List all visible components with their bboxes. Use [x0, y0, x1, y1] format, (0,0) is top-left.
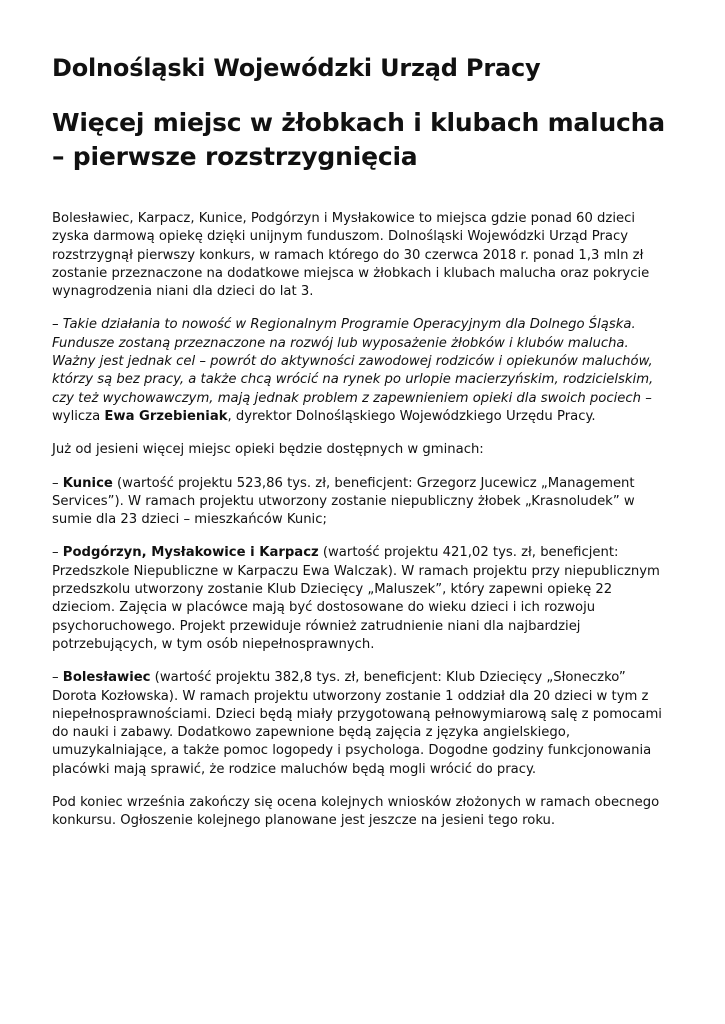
project-item	[52, 669, 674, 779]
intro-paragraph: Bolesławiec, Karpacz, Kunice, Podgórzyn i Mysłakowice to miejsca gdzie ponad 60 dzieci zyska darmową opiekę dzięki unijnym funduszom. Dolnośląski Wojewódzki Urząd Pracy rozstrzygnął pierwszy konkurs, w ramach którego do 30 czerwca 2018 r. ponad 1,3 mln zł zostanie przeznaczone na dodatkowe miejsca w żłobkach i klubach malucha oraz pokrycie wynagrodzenia niani dla dzieci do lat 3.	[52, 211, 650, 300]
site-title: Dolnośląski Wojewódzki Urząd Pracy	[52, 54, 541, 82]
quote-text: – Takie działania to nowość w Regionalnym Programie Operacyjnym dla Dolnego Śląska. Fundusze zostaną przeznaczone na rozwój lub wyposażenie żłobków i klubów malucha. Ważny jest jednak cel – powrót do aktywności zawodowej rodziców i opiekunów maluchów, którzy są bez pracy, a także chcą wrócić na rynek po urlopie macierzyńskim, rodzicielskim, czy też wychowawczym, mają jednak problem z zapewnieniem opieki dla swoich pociech	[52, 317, 654, 406]
project-description: (wartość projektu 382,8 tys. zł, beneficjent: Klub Dziecięcy „Słoneczko” Dorota Kozłowska). W ramach projektu utworzony zostanie 1 oddział dla 20 dzieci w tym z niepełnosprawnościami. Dzieci będą miały przygotowaną pełnowymiarową salę z pomocami do nauki i zabawy. Dodatkowo zapewnione będą zajęcia z języka angielskiego, umuzykalniające, a także pomoc logopedy i psychologa. Dogodne godziny funkcjonowania placówki mają sprawić, że rodzice maluchów będą mogli wrócić do pracy.	[52, 670, 662, 777]
project-description: (wartość projektu 421,02 tys. zł, beneficjent: Przedszkole Niepubliczne w Karpaczu Ewa Walczak). W ramach projektu przy niepublicznym przedszkolu utworzony zostanie Klub Dziecięcy „Maluszek”, który zapewni opiekę 22 dzieciom. Zajęcia w placówce mają być dostosowane do wieku dzieci i ich rozwoju psychoruchowego. Projekt przewiduje również zatrudnienie niani dla najbardziej potrzebujących, w tym osób niepełnosprawnych.	[52, 545, 660, 652]
project-dash: –	[52, 670, 63, 686]
article-title: Więcej miejsc w żłobkach i klubach malucha – pierwsze rozstrzygnięcia	[52, 108, 665, 171]
project-dash: –	[52, 545, 63, 561]
project-item	[52, 544, 674, 654]
article-body	[52, 210, 674, 831]
quote-lead: – wylicza	[52, 390, 652, 424]
closing-paragraph: Pod koniec września zakończy się ocena kolejnych wniosków złożonych w ramach obecnego konkursu. Ogłoszenie kolejnego planowane jest jeszcze na jesieni tego roku.	[52, 795, 660, 829]
lead-in-paragraph: Już od jesieni więcej miejsc opieki będzie dostępnych w gminach:	[52, 442, 484, 458]
quote-speaker: Ewa Grzebieniak	[104, 408, 228, 424]
project-name: Bolesławiec	[62, 670, 151, 686]
project-name: Podgórzyn, Mysłakowice i Karpacz	[62, 545, 319, 561]
quote-speaker-role: , dyrektor Dolnośląskiego Wojewódzkiego Urzędu Pracy.	[227, 408, 596, 424]
project-description: (wartość projektu 523,86 tys. zł, beneficjent: Grzegorz Jucewicz „Management Services”). W ramach projektu utworzony zostanie niepubliczny żłobek „Krasnoludek” w sumie dla 23 dzieci – mieszkańców Kunic;	[52, 475, 635, 528]
project-dash: –	[52, 475, 63, 491]
quote-paragraph	[52, 316, 674, 426]
project-name: Kunice	[62, 475, 113, 491]
document-page	[52, 52, 674, 831]
project-item	[52, 475, 674, 530]
